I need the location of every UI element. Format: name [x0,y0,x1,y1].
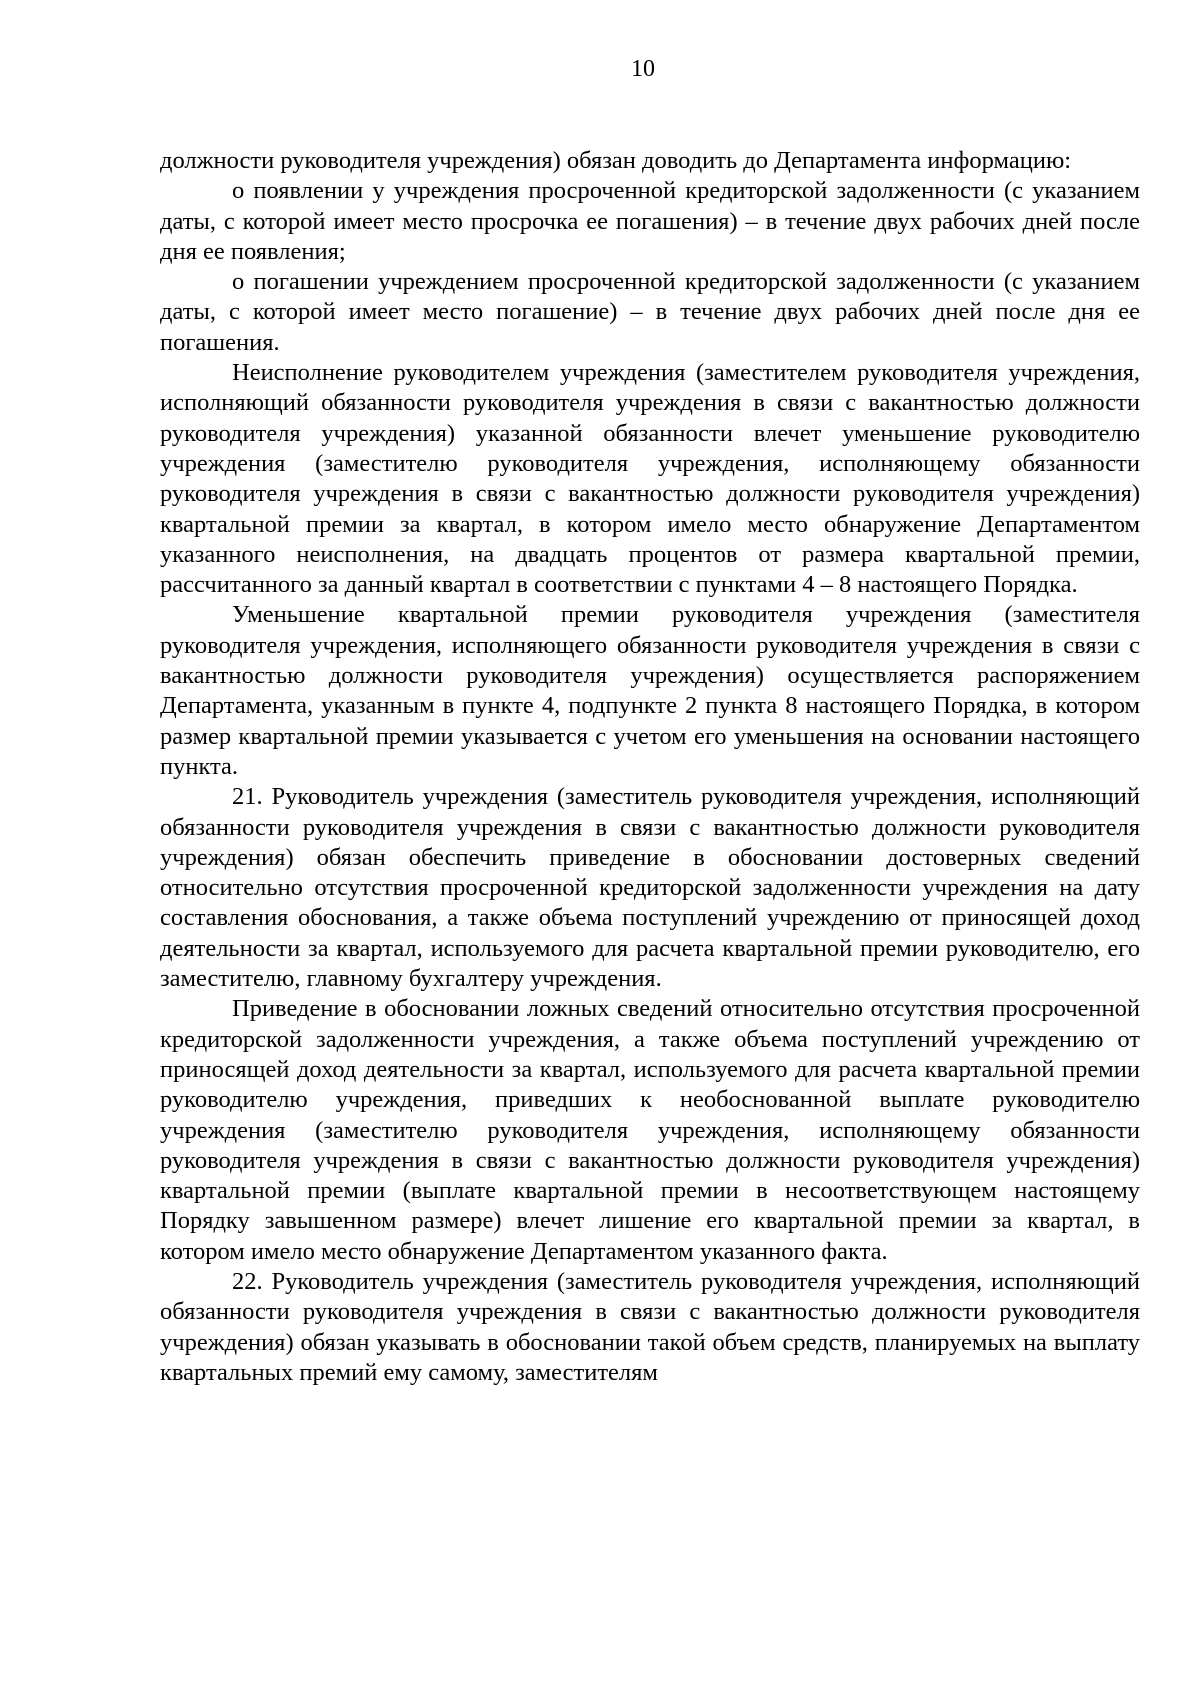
document-body [160,146,1140,1388]
paragraph-false-information: Приведение в обосновании ложных сведений относительно отсутствия просроченной кредиторской задолженности учреждения, а также объема поступлений учреждению от приносящей доход деятельности за квартал, используемого для расчета квартальной премии руководителю учреждения, приведших к необоснованной выплате руководителю учреждения (заместителю руководителя учреждения, исполняющему обязанности руководителя учреждения в связи с вакантностью должности руководителя учреждения) квартальной премии (выплате квартальной премии в несоответствующем настоящему Порядку завышенном размере) влечет лишение его квартальной премии за квартал, в котором имело место обнаружение Департаментом указанного факта. [160,995,1140,1265]
paragraph-item-22: 22. Руководитель учреждения (заместитель руководителя учреждения, исполняющий обязанности руководителя учреждения в связи с вакантностью должности руководителя учреждения) обязан указывать в обосновании такой объем средств, планируемых на выплату квартальных премий ему самому, заместителям [160,1267,1140,1386]
paragraph-overdue-appearance: о появлении у учреждения просроченной кредиторской задолженности (с указанием даты, с которой имеет место просрочка ее погашения) – в течение двух рабочих дней после дня ее появления; [160,177,1140,265]
paragraph-bonus-reduction: Уменьшение квартальной премии руководителя учреждения (заместителя руководителя учреждения, исполняющего обязанности руководителя учреждения в связи с вакантностью должности руководителя учреждения) осуществляется распоряжением Департамента, указанным в пункте 4, подпункте 2 пункта 8 настоящего Порядка, в котором размер квартальной премии указывается с учетом его уменьшения на основании настоящего пункта. [160,601,1140,780]
paragraph-item-21: 21. Руководитель учреждения (заместитель руководителя учреждения, исполняющий обязанности руководителя учреждения в связи с вакантностью должности руководителя учреждения) обязан обеспечить приведение в обосновании достоверных сведений относительно отсутствия просроченной кредиторской задолженности учреждения на дату составления обоснования, а также объема поступлений учреждению от приносящей доход деятельности за квартал, используемого для расчета квартальной премии руководителю, его заместителю, главному бухгалтеру учреждения. [160,783,1140,993]
paragraph-non-fulfillment: Неисполнение руководителем учреждения (заместителем руководителя учреждения, исполняющий обязанности руководителя учреждения в связи с вакантностью должности руководителя учреждения) указанной обязанности влечет уменьшение руководителю учреждения (заместителю руководителя учреждения, исполняющему обязанности руководителя учреждения в связи с вакантностью должности руководителя учреждения) квартальной премии за квартал, в котором имело место обнаружение Департаментом указанного неисполнения, на двадцать процентов от размера квартальной премии, рассчитанного за данный квартал в соответствии с пунктами 4 – 8 настоящего Порядка. [160,359,1140,599]
paragraph-continuation: должности руководителя учреждения) обязан доводить до Департамента информацию: [160,147,1072,174]
page-number: 10 [631,56,655,82]
paragraph-overdue-repayment: о погашении учреждением просроченной кредиторской задолженности (с указанием даты, с которой имеет место погашение) – в течение двух рабочих дней после дня ее погашения. [160,268,1140,356]
